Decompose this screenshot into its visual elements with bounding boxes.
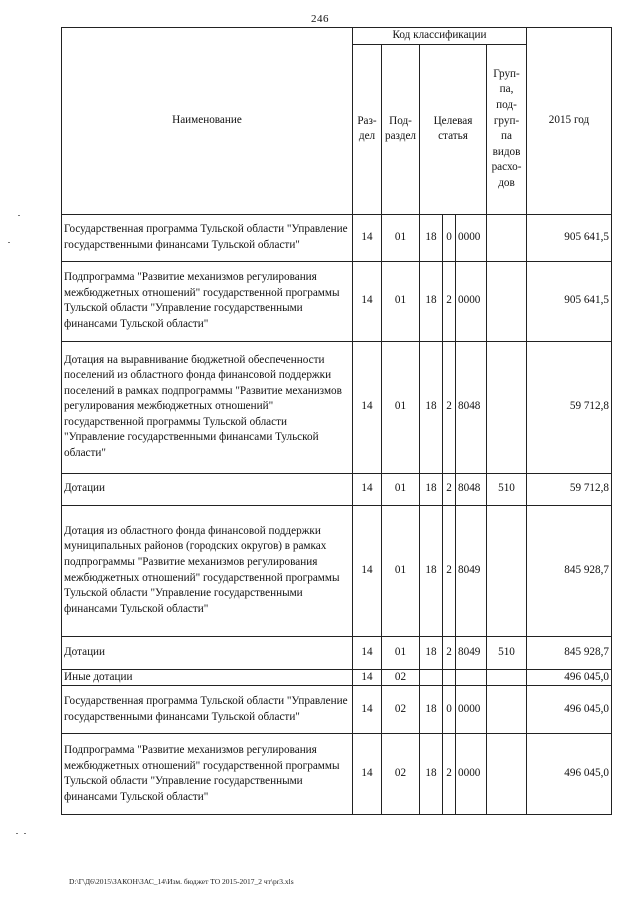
row-amount: 496 045,0	[527, 669, 612, 686]
row-subsection: 01	[382, 341, 420, 473]
scan-speck	[8, 242, 10, 243]
row-expense-group	[487, 686, 527, 734]
table-row	[62, 636, 612, 669]
row-expense-group	[487, 734, 527, 815]
row-target-code: 8049	[456, 636, 487, 669]
file-path-footer: D:\Г\Д6\2015\ЗАКОН\ЗАС_14\Изм. бюджет ТО 2015-2017_2 чт\pr3.xls	[69, 877, 294, 886]
row-target-subprogram: 2	[443, 636, 456, 669]
row-name: Иные дотации	[62, 669, 353, 686]
header-section: Раз- дел	[353, 44, 382, 214]
row-amount: 905 641,5	[527, 214, 612, 261]
row-section: 14	[353, 734, 382, 815]
row-section: 14	[353, 214, 382, 261]
row-section: 14	[353, 261, 382, 341]
row-section: 14	[353, 341, 382, 473]
row-subsection: 02	[382, 669, 420, 686]
row-target-program: 18	[420, 214, 443, 261]
table-row	[62, 669, 612, 686]
header-subsection: Под- раздел	[382, 44, 420, 214]
row-target-program: 18	[420, 686, 443, 734]
row-target-subprogram: 2	[443, 261, 456, 341]
row-name: Дотации	[62, 636, 353, 669]
row-target-subprogram: 2	[443, 341, 456, 473]
row-subsection: 01	[382, 261, 420, 341]
page-number: 246	[311, 13, 329, 25]
row-name: Дотации	[62, 473, 353, 505]
row-subsection: 02	[382, 734, 420, 815]
row-section: 14	[353, 473, 382, 505]
row-section: 14	[353, 636, 382, 669]
row-section: 14	[353, 505, 382, 636]
row-expense-group: 510	[487, 636, 527, 669]
row-target-program: 18	[420, 505, 443, 636]
row-target-subprogram: 2	[443, 734, 456, 815]
row-target-subprogram: 0	[443, 686, 456, 734]
row-amount: 496 045,0	[527, 734, 612, 815]
row-section: 14	[353, 669, 382, 686]
row-target-subprogram: 0	[443, 214, 456, 261]
header-classification-code: Код классификации	[353, 28, 527, 45]
row-name: Подпрограмма "Развитие механизмов регулирования межбюджетных отношений" государственной программы Тульской области "Управление государственными финансами Тульской области"	[62, 734, 353, 815]
row-subsection: 01	[382, 505, 420, 636]
row-subsection: 01	[382, 214, 420, 261]
row-expense-group	[487, 505, 527, 636]
budget-table	[61, 27, 612, 815]
row-amount: 59 712,8	[527, 473, 612, 505]
row-target-code: 0000	[456, 214, 487, 261]
row-expense-group	[487, 214, 527, 261]
row-name: Дотация на выравнивание бюджетной обеспеченности поселений из областного фонда финансовой поддержки поселений в рамках подпрограммы "Развитие механизмов регулирования межбюджетных отношений" государственной программы Тульской области "Управление государственными финансами Тульской области"	[62, 341, 353, 473]
row-target-code: 8048	[456, 341, 487, 473]
header-name: Наименование	[62, 28, 353, 215]
row-target-code: 0000	[456, 734, 487, 815]
row-name: Государственная программа Тульской области "Управление государственными финансами Тульской области"	[62, 214, 353, 261]
scan-speck	[18, 215, 20, 216]
row-target-code: 8048	[456, 473, 487, 505]
table-row	[62, 341, 612, 473]
table-row	[62, 261, 612, 341]
row-target-program: 18	[420, 473, 443, 505]
row-target-subprogram	[443, 669, 456, 686]
row-target-code: 8049	[456, 505, 487, 636]
table-row	[62, 505, 612, 636]
table-row	[62, 734, 612, 815]
row-expense-group	[487, 341, 527, 473]
row-name: Государственная программа Тульской области "Управление государственными финансами Тульской области"	[62, 686, 353, 734]
scan-speck	[24, 833, 26, 834]
row-amount: 845 928,7	[527, 505, 612, 636]
header-expense-group: Груп- па, под- груп- па видов расхо- дов	[487, 44, 527, 214]
row-target-code: 0000	[456, 261, 487, 341]
row-subsection: 01	[382, 636, 420, 669]
row-target-subprogram: 2	[443, 473, 456, 505]
row-target-program	[420, 669, 443, 686]
row-target-program: 18	[420, 341, 443, 473]
header-year: 2015 год	[527, 28, 612, 215]
table-row	[62, 473, 612, 505]
row-amount: 496 045,0	[527, 686, 612, 734]
row-expense-group: 510	[487, 473, 527, 505]
row-expense-group	[487, 261, 527, 341]
row-target-code	[456, 669, 487, 686]
row-amount: 845 928,7	[527, 636, 612, 669]
row-target-program: 18	[420, 261, 443, 341]
row-subsection: 02	[382, 686, 420, 734]
table-row	[62, 686, 612, 734]
row-name: Подпрограмма "Развитие механизмов регулирования межбюджетных отношений" государственной программы Тульской области "Управление государственными финансами Тульской области"	[62, 261, 353, 341]
row-amount: 59 712,8	[527, 341, 612, 473]
row-expense-group	[487, 669, 527, 686]
row-name: Дотация из областного фонда финансовой поддержки муниципальных районов (городских округов) в рамках подпрограммы "Развитие механизмов регулирования межбюджетных отношений" государственной программы Тульской области "Управление государственными финансами Тульской области"	[62, 505, 353, 636]
table-row	[62, 214, 612, 261]
row-target-code: 0000	[456, 686, 487, 734]
row-subsection: 01	[382, 473, 420, 505]
scan-speck	[16, 833, 18, 834]
row-target-subprogram: 2	[443, 505, 456, 636]
row-section: 14	[353, 686, 382, 734]
header-target-article: Целевая статья	[420, 44, 487, 214]
row-amount: 905 641,5	[527, 261, 612, 341]
row-target-program: 18	[420, 734, 443, 815]
row-target-program: 18	[420, 636, 443, 669]
